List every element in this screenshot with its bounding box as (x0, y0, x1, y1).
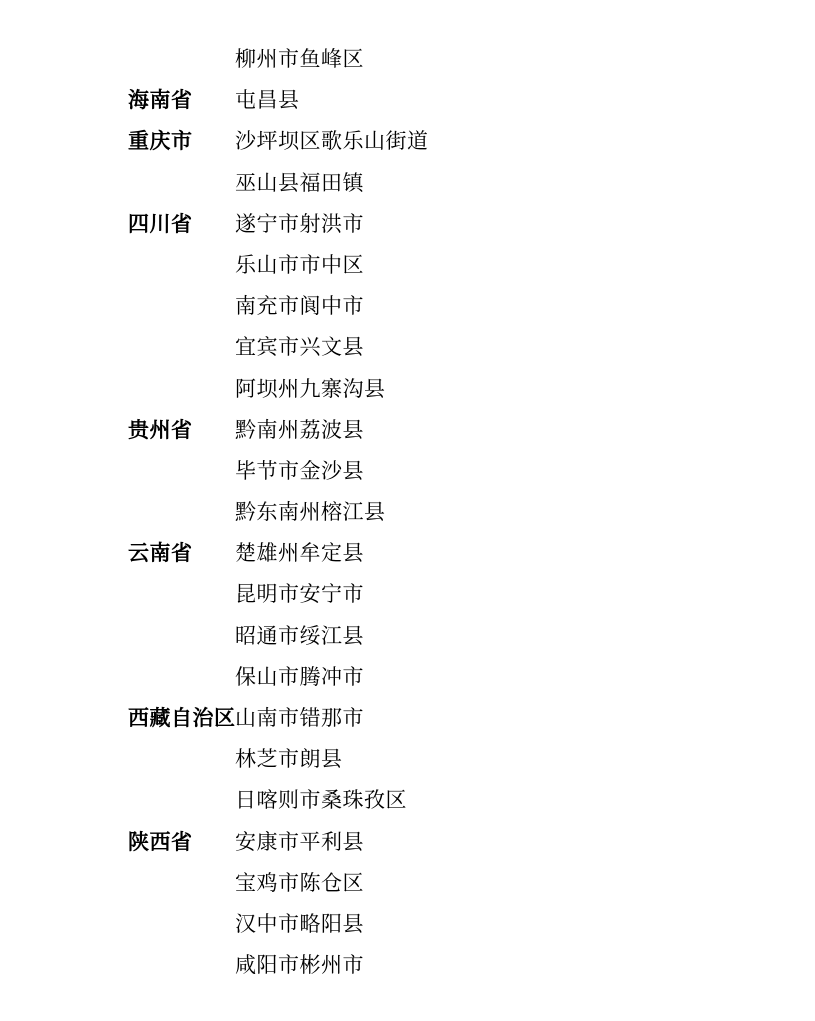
table-row (0, 250, 815, 291)
table-row (0, 85, 815, 126)
table-row (0, 703, 815, 744)
table-row (0, 126, 815, 167)
table-row (0, 291, 815, 332)
table-row (0, 374, 815, 415)
region-cell: 咸阳市彬州市 (235, 953, 364, 978)
table-row (0, 662, 815, 703)
region-cell: 昭通市绥江县 (235, 623, 364, 648)
table-row (0, 415, 815, 456)
table-row (0, 868, 815, 909)
region-cell: 黔东南州榕江县 (235, 500, 386, 525)
region-cell: 日喀则市桑珠孜区 (235, 788, 407, 813)
province-cell: 云南省 (128, 541, 193, 566)
table-row (0, 44, 815, 85)
region-cell: 宝鸡市陈仓区 (235, 870, 364, 895)
province-cell: 西藏自治区 (128, 706, 236, 730)
region-cell: 昆明市安宁市 (235, 582, 364, 607)
region-cell: 屯昌县 (235, 88, 300, 113)
table-row (0, 950, 815, 991)
region-cell: 山南市错那市 (235, 706, 364, 730)
table-row (0, 744, 815, 785)
table-row (0, 827, 815, 868)
region-cell: 汉中市略阳县 (235, 911, 364, 936)
region-cell: 遂宁市射洪市 (235, 211, 364, 236)
region-cell: 林芝市朗县 (235, 747, 343, 772)
table-row (0, 621, 815, 662)
province-cell: 贵州省 (128, 417, 193, 442)
region-cell: 沙坪坝区歌乐山街道 (235, 129, 429, 154)
region-cell: 楚雄州牟定县 (235, 541, 364, 566)
table-row (0, 209, 815, 250)
table-row (0, 168, 815, 209)
table-row (0, 909, 815, 950)
province-cell: 四川省 (128, 211, 193, 236)
region-cell: 乐山市市中区 (235, 252, 364, 277)
region-cell: 宜宾市兴文县 (235, 335, 364, 360)
region-cell: 南充市阆中市 (235, 294, 364, 319)
region-cell: 毕节市金沙县 (235, 458, 364, 483)
province-cell: 陕西省 (128, 829, 193, 854)
region-cell: 巫山县福田镇 (235, 170, 364, 195)
table-row (0, 785, 815, 826)
table-row (0, 538, 815, 579)
region-cell: 保山市腾冲市 (235, 664, 364, 689)
province-cell: 海南省 (128, 88, 193, 113)
region-cell: 柳州市鱼峰区 (235, 47, 364, 71)
region-cell: 黔南州荔波县 (235, 417, 364, 442)
province-region-table (0, 44, 815, 991)
province-cell: 重庆市 (128, 129, 193, 154)
region-cell: 阿坝州九寨沟县 (235, 376, 386, 401)
table-row (0, 456, 815, 497)
region-cell: 安康市平利县 (235, 829, 364, 854)
table-row (0, 497, 815, 538)
table-row (0, 332, 815, 373)
table-row (0, 579, 815, 620)
